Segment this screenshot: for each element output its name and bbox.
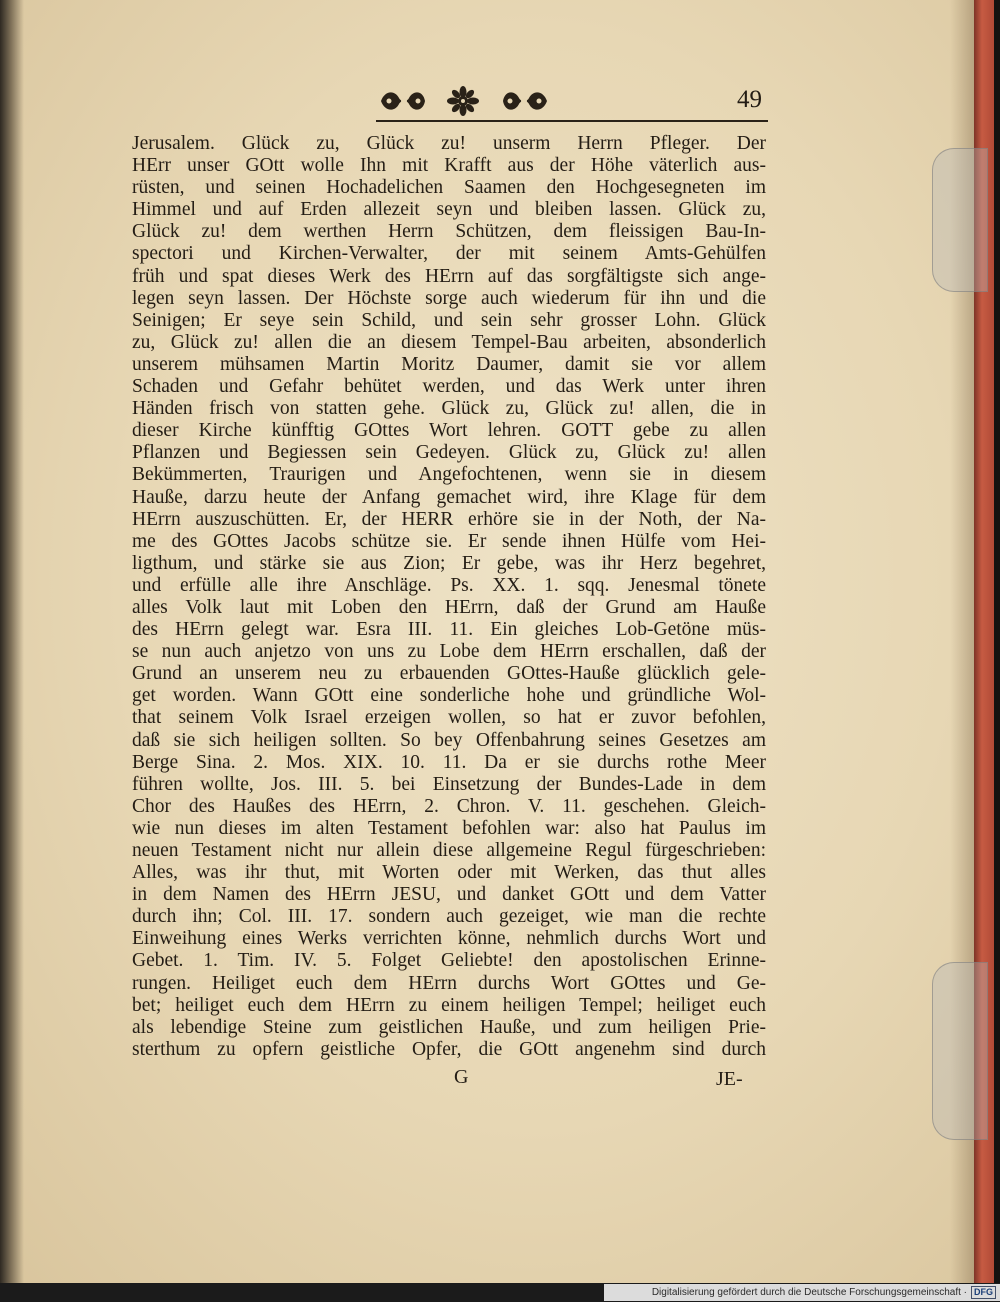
text-line: ligthum, und stärke sie aus Zion; Er gebe, was ihr Herz begehret, (132, 552, 766, 574)
text-line: neuen Testament nicht nur allein diese allgemeine Regul fürgeschrieben: (132, 840, 766, 861)
catchword: JE- (716, 1068, 743, 1090)
text-line: get worden. Wann GOtt eine sonderliche hohe und gründliche Wol- (132, 685, 766, 707)
header-ornaments (376, 86, 556, 118)
body-text (132, 133, 766, 1061)
text-line: that seinem Volk Israel erzeigen wollen, so hat er zuvor befohlen, (132, 707, 766, 729)
header-rule (376, 120, 768, 122)
signature-mark: G (454, 1066, 469, 1088)
text-line: Schaden und Gefahr behütet werden, und das Werk unter ihren (132, 376, 766, 398)
text-line: daß sie sich heiligen sollten. So bey Offenbahrung seines Gesetzes am (132, 729, 766, 751)
text-line: HErrn auszuschütten. Er, der HERR erhöre sie in der Noth, der Na- (132, 508, 766, 530)
text-line: Jerusalem. Glück zu, Glück zu! unserm Herrn Pfleger. Der (132, 133, 766, 154)
text-line: se nun auch anjetzo von uns zu Lobe dem HErrn erschallen, daß der (132, 641, 766, 663)
rosette-icon (446, 86, 480, 116)
text-line: und erfülle alle ihre Anschläge. Ps. XX. 1. sqq. Jenesmal tönete (132, 574, 766, 596)
text-line: führen wollte, Jos. III. 5. bei Einsetzung der Bundes-Lade in dem (132, 773, 766, 795)
text-line: HErr unser GOtt wolle Ihn mit Krafft aus der Höhe väterlich aus- (132, 155, 766, 177)
text-line: rüsten, und seinen Hochadelichen Saamen den Hochgesegneten im (132, 177, 766, 199)
text-line: Gebet. 1. Tim. IV. 5. Folget Geliebte! den apostolischen Erinne- (132, 950, 766, 972)
text-line: Himmel und auf Erden allezeit seyn und bleiben lassen. Glück zu, (132, 199, 766, 221)
text-line: Bekümmerten, Traurigen und Angefochtenen, wenn sie in diesem (132, 464, 766, 486)
text-line: Alles, was ihr thut, mit Worten oder mit Werken, das thut alles (132, 862, 766, 884)
text-line: dieser Kirche künfftig GOttes Wort lehren. GOTT gebe zu allen (132, 420, 766, 442)
text-line: Chor des Haußes des HErrn, 2. Chron. V. 11. geschehen. Gleich- (132, 795, 766, 817)
text-line: wie nun dieses im alten Testament befohlen war: also hat Paulus im (132, 817, 766, 839)
text-line: unserem mühsamen Martin Moritz Daumer, damit sie vor allem (132, 353, 766, 375)
text-line: spectori und Kirchen-Verwalter, der mit seinem Amts-Gehülfen (132, 243, 766, 265)
text-line: in dem Namen des HErrn JESU, und danket GOtt und dem Vatter (132, 884, 766, 906)
text-line: durch ihn; Col. III. 17. sondern auch gezeiget, wie man die rechte (132, 906, 766, 928)
text-line: Pflanzen und Begiessen sein Gedeyen. Glück zu, Glück zu! allen (132, 442, 766, 464)
text-line: Hauße, darzu heute der Anfang gemachet wird, ihre Klage für dem (132, 486, 766, 508)
text-line: Seinigen; Er seye sein Schild, und sein sehr grosser Lohn. Glück (132, 309, 766, 331)
page-clip-bottom (932, 962, 988, 1140)
text-line: rungen. Heiliget euch dem HErrn durchs Wort GOttes und Ge- (132, 972, 766, 994)
page-clip-top (932, 148, 988, 292)
text-line: früh und spat dieses Werk des HErrn auf das sorgfältigste sich ange- (132, 265, 766, 287)
text-line: als lebendige Steine zum geistlichen Hauße, und zum heiligen Prie- (132, 1016, 766, 1038)
dfg-logo-icon: DFG (971, 1286, 996, 1299)
fleuron-right-icon (500, 86, 550, 116)
text-line: alles Volk laut mit Loben den HErrn, daß der Grund am Hauße (132, 596, 766, 618)
text-line: Glück zu! dem werthen Herrn Schützen, dem fleissigen Bau-In- (132, 221, 766, 243)
text-line: Einweihung eines Werks verrichten könne, nehmlich durchs Wort und (132, 928, 766, 950)
text-line: bet; heiliget euch dem HErrn zu einem heiligen Tempel; heiliget euch (132, 994, 766, 1016)
text-line: des HErrn gelegt war. Esra III. 11. Ein gleiches Lob-Getöne müs- (132, 619, 766, 641)
page-number: 49 (737, 86, 762, 113)
fleuron-left-icon (378, 86, 428, 116)
scan-credit-text: Digitalisierung gefördert durch die Deutsche Forschungsgemeinschaft · (651, 1287, 967, 1298)
scan-credit (604, 1284, 1000, 1301)
text-line: me des GOttes Jacobs schütze sie. Er sende ihnen Hülfe vom Hei- (132, 530, 766, 552)
text-line: sterthum zu opfern geistliche Opfer, die GOtt angenehm sind durch (132, 1038, 766, 1060)
binding-shadow (0, 0, 24, 1283)
text-line: Berge Sina. 2. Mos. XIX. 10. 11. Da er sie durchs rothe Meer (132, 751, 766, 773)
text-line: legen seyn lassen. Der Höchste sorge auch wiederum für ihn und die (132, 287, 766, 309)
text-line: Grund an unserem neu zu erbauenden GOttes-Hauße glücklich gele- (132, 663, 766, 685)
text-line: Händen frisch von statten gehe. Glück zu, Glück zu! allen, die in (132, 398, 766, 420)
text-line: zu, Glück zu! allen die an diesem Tempel-Bau arbeiten, absonderlich (132, 331, 766, 353)
